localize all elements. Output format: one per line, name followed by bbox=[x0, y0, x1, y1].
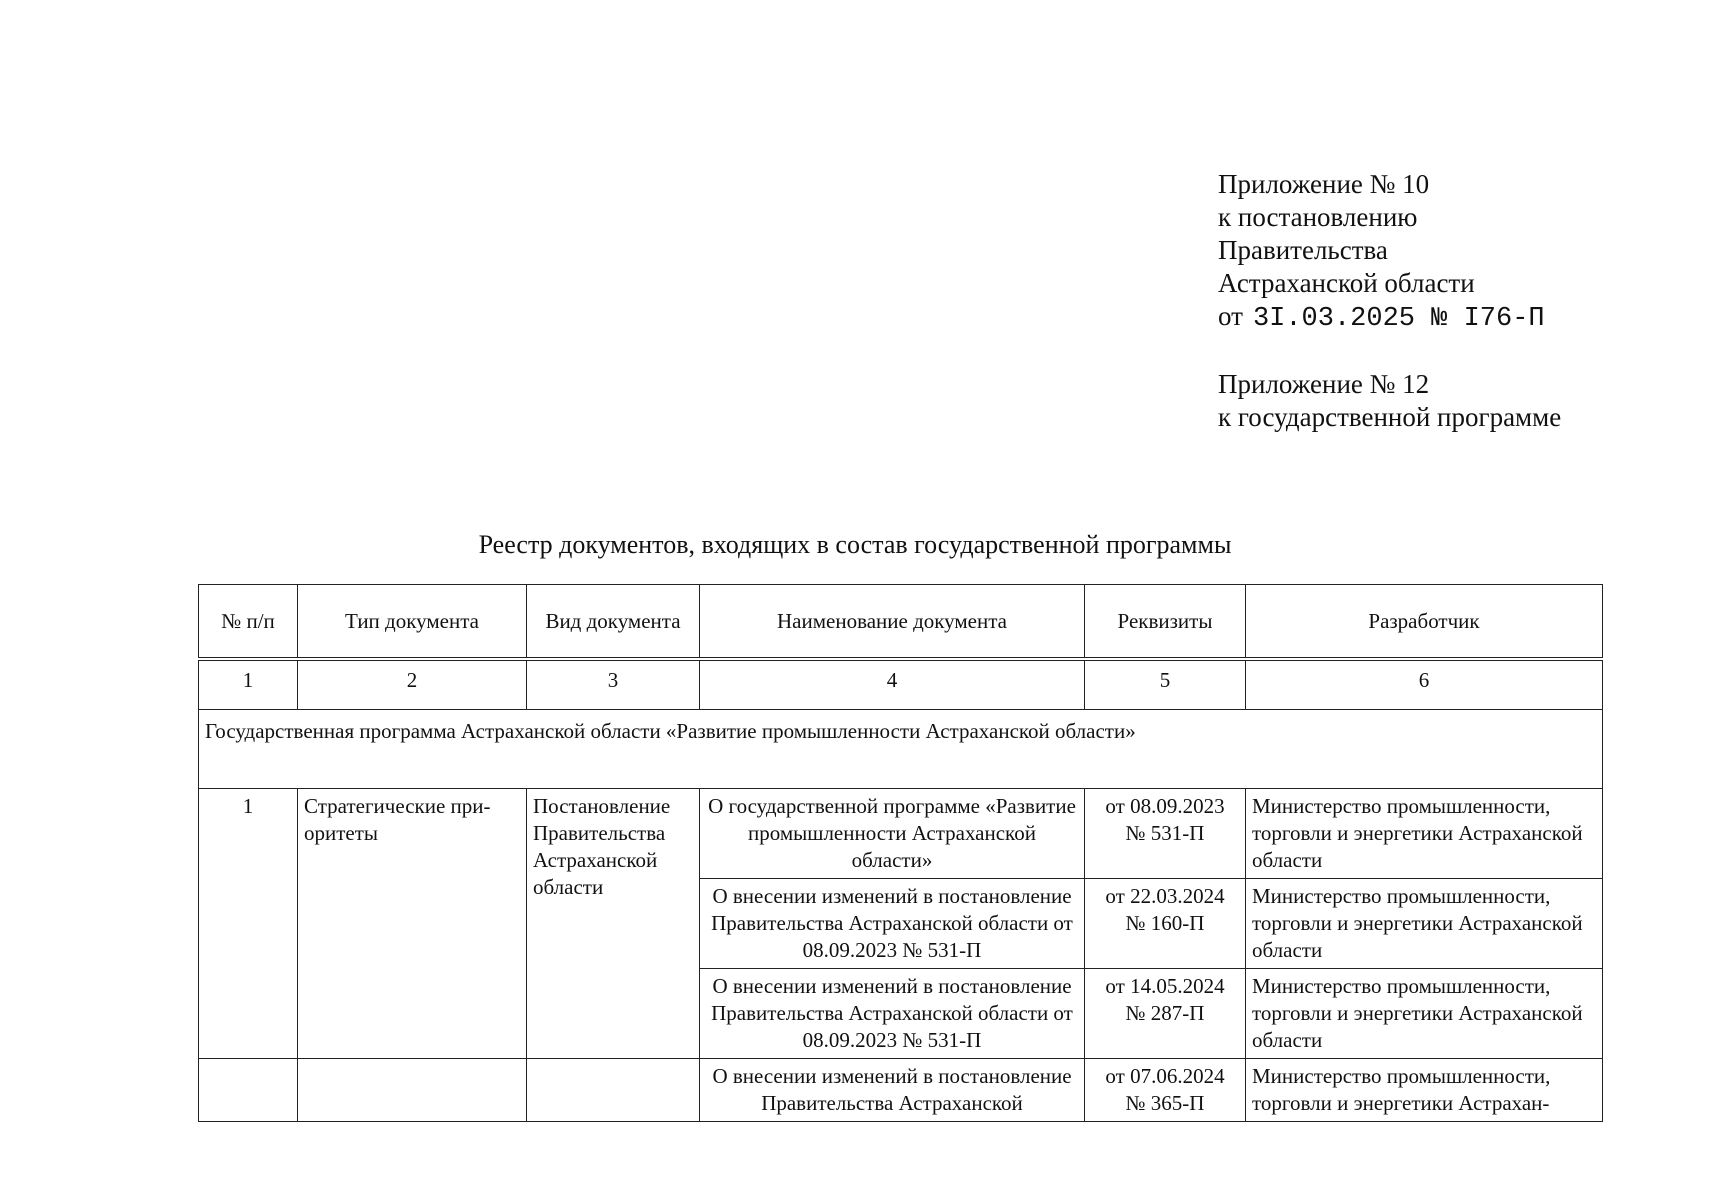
requisite-number: № 531-П bbox=[1125, 821, 1205, 845]
document-name: О внесении изменений в постановление Правительства Астраханской bbox=[700, 1059, 1085, 1122]
table-row bbox=[199, 1059, 1603, 1122]
column-number: 6 bbox=[1246, 659, 1603, 710]
document-name: О государственной программе «Развитие промышленности Астраханской области» bbox=[700, 789, 1085, 879]
column-number-row bbox=[199, 659, 1603, 710]
developer: Министерство промышленности, торговли и энергетики Астраханской области bbox=[1246, 879, 1603, 969]
program-title: Государственная программа Астраханской области «Развитие промышленности Астраханской области» bbox=[199, 710, 1603, 789]
appendix-line: Астраханской области bbox=[1218, 268, 1475, 298]
column-number: 1 bbox=[199, 659, 298, 710]
header-cell: Наименование документа bbox=[700, 585, 1085, 660]
requisite-number: № 287-П bbox=[1125, 1001, 1205, 1025]
developer: Министерство промышленности, торговли и энергетики Астраханской области bbox=[1246, 969, 1603, 1059]
table-header-row bbox=[199, 585, 1603, 660]
program-row bbox=[199, 710, 1603, 789]
requisite-date: от 14.05.2024 bbox=[1105, 974, 1225, 998]
document-title: Реестр документов, входящих в состав государственной программы bbox=[478, 530, 1232, 559]
header-cell: Тип документа bbox=[298, 585, 527, 660]
row-number bbox=[199, 1059, 298, 1122]
document-type bbox=[298, 1059, 527, 1122]
spacer bbox=[1218, 336, 1561, 368]
document-requisites bbox=[1085, 969, 1246, 1059]
appendix-header bbox=[1218, 168, 1561, 434]
document-kind: Постановление Правительства Астраханской области bbox=[527, 789, 700, 1059]
appendix-line: Приложение № 10 bbox=[1218, 169, 1430, 199]
column-number: 5 bbox=[1085, 659, 1246, 710]
column-number: 2 bbox=[298, 659, 527, 710]
developer: Министерство промышленности, торговли и энергетики Астрахан- bbox=[1246, 1059, 1603, 1122]
registry-table bbox=[198, 584, 1603, 1122]
table-row bbox=[199, 789, 1603, 879]
header-cell: № п/п bbox=[199, 585, 298, 660]
column-number: 4 bbox=[700, 659, 1085, 710]
requisite-date: от 08.09.2023 bbox=[1105, 794, 1225, 818]
document-kind bbox=[527, 1059, 700, 1122]
appendix-line: к государственной программе bbox=[1218, 402, 1562, 432]
requisite-date: от 22.03.2024 bbox=[1105, 884, 1225, 908]
appendix-line: Приложение № 12 bbox=[1218, 369, 1430, 399]
requisite-number: № 160-П bbox=[1125, 911, 1205, 935]
requisite-date: от 07.06.2024 bbox=[1105, 1064, 1225, 1088]
requisite-number: № 365-П bbox=[1125, 1091, 1205, 1115]
document-requisites bbox=[1085, 879, 1246, 969]
header-cell: Реквизиты bbox=[1085, 585, 1246, 660]
appendix-line: к постановлению bbox=[1218, 202, 1418, 232]
document-requisites bbox=[1085, 789, 1246, 879]
header-cell: Разработчик bbox=[1246, 585, 1603, 660]
date-prefix: от bbox=[1218, 301, 1243, 331]
document-name: О внесении изменений в постановление Правительства Астраханской области от 08.09.2023 № 531-П bbox=[700, 879, 1085, 969]
row-number: 1 bbox=[199, 789, 298, 1059]
document-requisites bbox=[1085, 1059, 1246, 1122]
appendix-date-line bbox=[1218, 300, 1561, 336]
date-number-stamp: 3I.03.2025 № I76-П bbox=[1252, 304, 1545, 334]
developer: Министерство промышленности, торговли и энергетики Астраханской области bbox=[1246, 789, 1603, 879]
document-name: О внесении изменений в постановление Правительства Астраханской области от 08.09.2023 № 531-П bbox=[700, 969, 1085, 1059]
column-number: 3 bbox=[527, 659, 700, 710]
header-cell: Вид документа bbox=[527, 585, 700, 660]
appendix-line: Правительства bbox=[1218, 235, 1388, 265]
document-type: Стратегические при-оритеты bbox=[298, 789, 527, 1059]
